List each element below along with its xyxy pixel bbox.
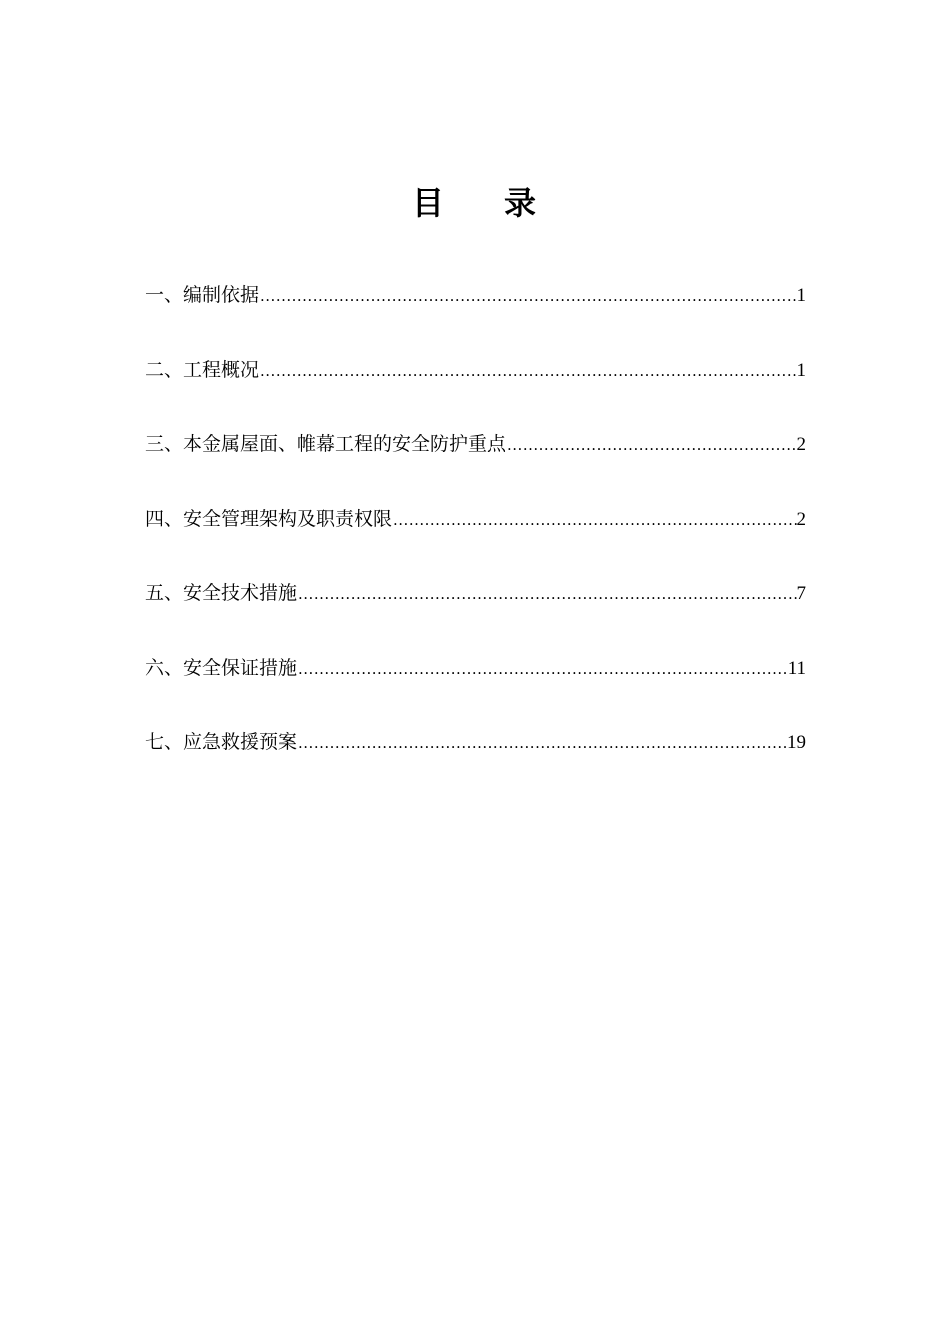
toc-entry-7[interactable]	[145, 730, 806, 754]
toc-entry-label: 六、安全保证措施	[145, 656, 298, 679]
title-char-right: 录	[504, 184, 539, 222]
dot-leader	[297, 731, 787, 754]
toc-page-number: 19	[787, 732, 806, 753]
toc-entry-2[interactable]	[145, 358, 806, 382]
page-title	[0, 178, 950, 224]
toc-entry-label: 一、编制依据	[145, 284, 260, 306]
toc-entry-label: 七、应急救援预案	[145, 731, 298, 753]
dot-leader	[297, 582, 796, 605]
toc-page-number: 1	[796, 285, 806, 306]
toc-entry-label: 四、安全管理架构及职责权限	[145, 507, 393, 530]
toc-entry-3[interactable]	[145, 432, 806, 456]
dot-leader	[392, 508, 796, 531]
toc-entry-1[interactable]	[145, 283, 806, 307]
dot-leader	[259, 359, 796, 382]
toc-entry-4[interactable]	[145, 507, 806, 531]
dot-leader	[297, 657, 788, 680]
toc-entry-label: 五、安全技术措施	[145, 582, 298, 604]
dot-leader	[259, 284, 796, 307]
title-char-left: 目	[411, 184, 446, 222]
toc-page-number: 2	[796, 508, 806, 530]
toc-entry-5[interactable]	[145, 581, 806, 605]
toc-page-number: 1	[796, 359, 806, 381]
toc-page-number: 7	[796, 583, 806, 604]
toc-list	[145, 283, 806, 805]
toc-page-number: 11	[787, 657, 806, 679]
toc-page-number: 2	[796, 434, 806, 455]
toc-entry-label: 二、工程概况	[145, 358, 260, 381]
toc-entry-6[interactable]	[145, 656, 806, 680]
toc-entry-label: 三、本金属屋面、帷幕工程的安全防护重点	[145, 433, 507, 455]
dot-leader	[506, 433, 796, 456]
